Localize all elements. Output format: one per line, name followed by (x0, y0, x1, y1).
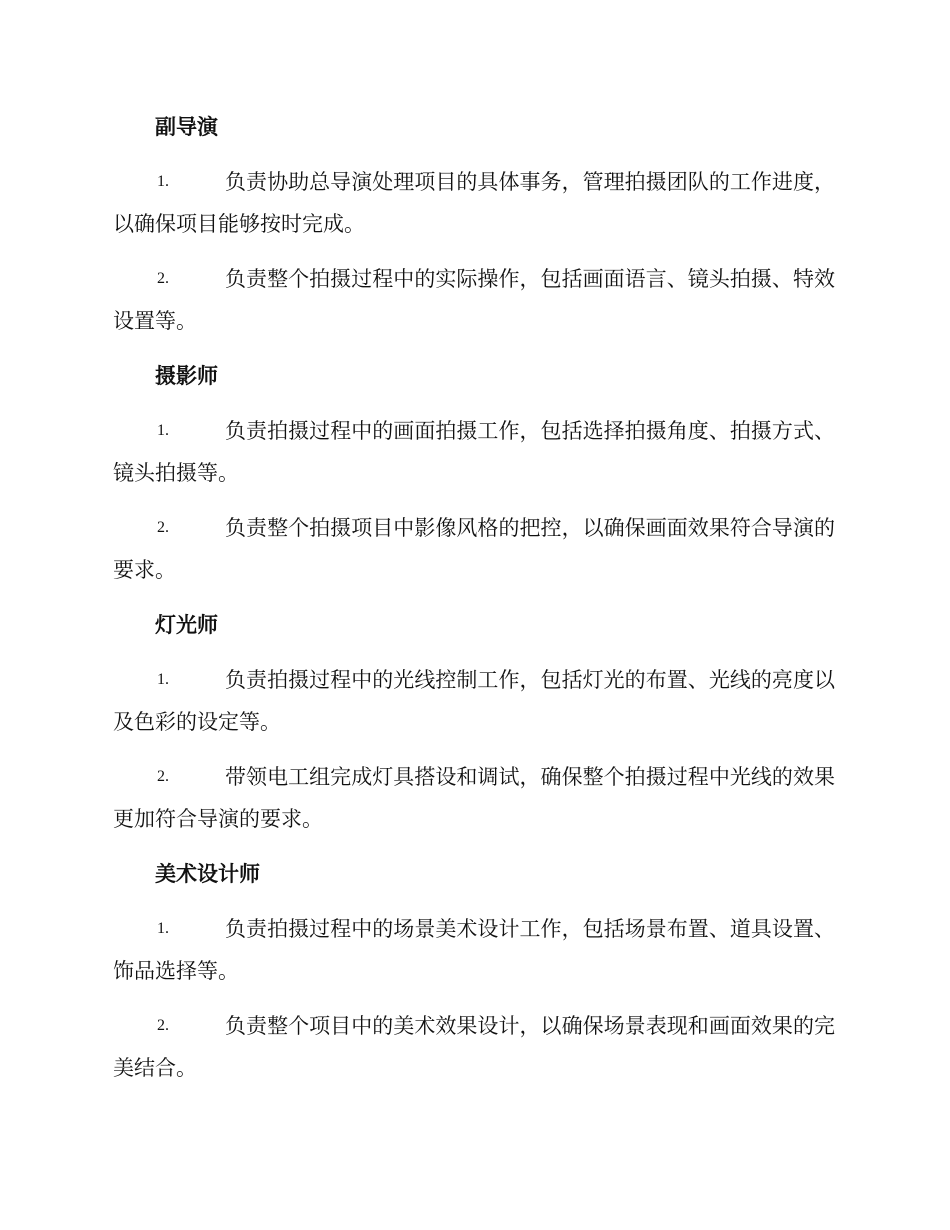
list-item (113, 659, 835, 743)
section-heading: 灯光师 (155, 613, 218, 637)
list-item-number: 2. (157, 270, 169, 287)
section-heading: 副导演 (155, 115, 218, 139)
list-item (113, 507, 835, 591)
list-item-number: 2. (157, 1017, 169, 1034)
section-heading: 摄影师 (155, 364, 218, 388)
list-item-text: 负责整个拍摄项目中影像风格的把控，以确保画面效果符合导演的要求。 (113, 516, 835, 582)
list-item-text: 负责整个拍摄过程中的实际操作，包括画面语言、镜头拍摄、特效设置等。 (113, 267, 835, 333)
list-item-text: 带领电工组完成灯具搭设和调试，确保整个拍摄过程中光线的效果更加符合导演的要求。 (113, 765, 835, 831)
list-item-number: 1. (157, 422, 169, 439)
list-item (113, 1005, 835, 1089)
list-item-number: 1. (157, 920, 169, 937)
list-item-text: 负责整个项目中的美术效果设计，以确保场景表现和画面效果的完美结合。 (113, 1014, 835, 1080)
list-item-text: 负责拍摄过程中的场景美术设计工作，包括场景布置、道具设置、饰品选择等。 (113, 917, 835, 983)
list-item (113, 258, 835, 342)
list-item (113, 161, 835, 245)
list-item (113, 410, 835, 494)
list-item-number: 2. (157, 519, 169, 536)
section-heading: 美术设计师 (155, 862, 260, 886)
list-item-text: 负责协助总导演处理项目的具体事务，管理拍摄团队的工作进度，以确保项目能够按时完成。 (113, 170, 835, 236)
list-item-text: 负责拍摄过程中的画面拍摄工作，包括选择拍摄角度、拍摄方式、镜头拍摄等。 (113, 419, 835, 485)
list-item (113, 756, 835, 840)
list-item-number: 2. (157, 768, 169, 785)
list-item-text: 负责拍摄过程中的光线控制工作，包括灯光的布置、光线的亮度以及色彩的设定等。 (113, 668, 835, 734)
list-item (113, 908, 835, 992)
list-item-number: 1. (157, 671, 169, 688)
list-item-number: 1. (157, 173, 169, 190)
